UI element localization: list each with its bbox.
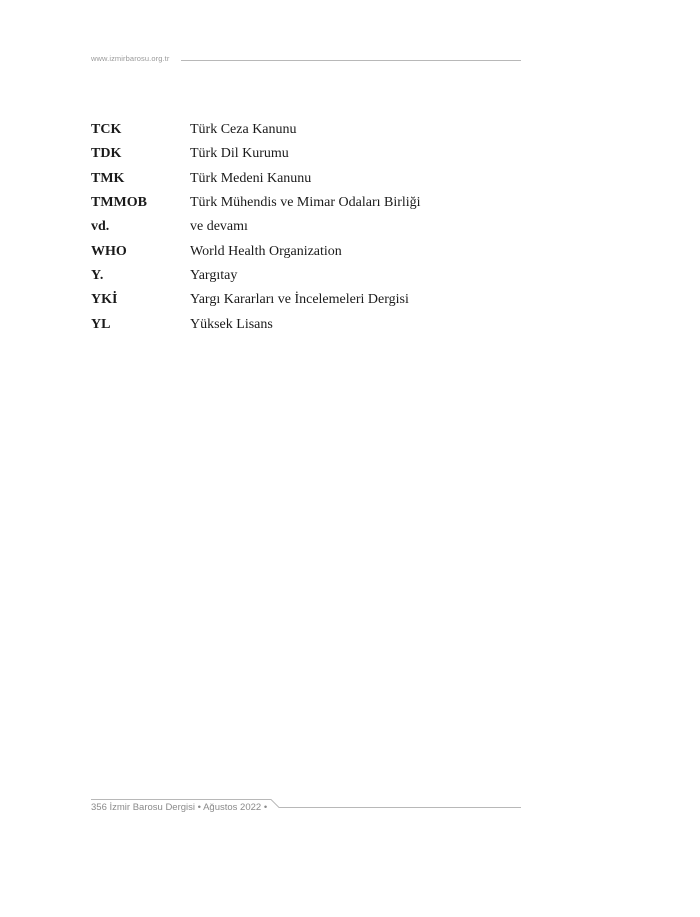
abbreviation-row: [91, 264, 521, 288]
page-footer: [91, 799, 521, 815]
abbreviation-meaning: Türk Dil Kurumu: [190, 146, 289, 162]
abbreviation-meaning: Türk Ceza Kanunu: [190, 122, 297, 138]
abbreviation-row: [91, 288, 521, 312]
abbreviation-term: YKİ: [91, 292, 118, 308]
abbreviation-term: TDK: [91, 146, 122, 162]
abbreviation-row: [91, 239, 521, 263]
abbreviation-row: [91, 312, 521, 336]
abbreviation-term: TCK: [91, 122, 122, 138]
abbreviation-term: TMMOB: [91, 195, 147, 211]
abbreviation-term: vd.: [91, 219, 110, 235]
abbreviation-term: Y.: [91, 267, 104, 283]
abbreviation-term: TMK: [91, 170, 125, 186]
abbreviation-term: WHO: [91, 243, 127, 259]
abbreviation-meaning: World Health Organization: [190, 243, 342, 259]
abbreviation-row: [91, 167, 521, 191]
abbreviation-meaning: Yargıtay: [190, 267, 238, 283]
abbreviation-row: [91, 191, 521, 215]
abbreviation-row: [91, 142, 521, 166]
header-divider: [181, 60, 521, 61]
abbreviation-meaning: Türk Medeni Kanunu: [190, 170, 312, 186]
footer-divider: [279, 807, 521, 808]
abbreviation-meaning: Yüksek Lisans: [190, 316, 273, 332]
page-header: [91, 53, 521, 67]
abbreviation-row: [91, 215, 521, 239]
abbreviation-term: YL: [91, 316, 111, 332]
footer-page-info: 356 İzmir Barosu Dergisi • Ağustos 2022 •: [91, 802, 268, 813]
abbreviation-row: [91, 118, 521, 142]
abbreviation-meaning: Türk Mühendis ve Mimar Odaları Birliği: [190, 195, 421, 211]
abbreviation-list: [91, 118, 521, 337]
abbreviation-meaning: ve devamı: [190, 219, 248, 235]
abbreviation-meaning: Yargı Kararları ve İncelemeleri Dergisi: [190, 292, 409, 308]
header-url: www.izmirbarosu.org.tr: [91, 54, 170, 63]
